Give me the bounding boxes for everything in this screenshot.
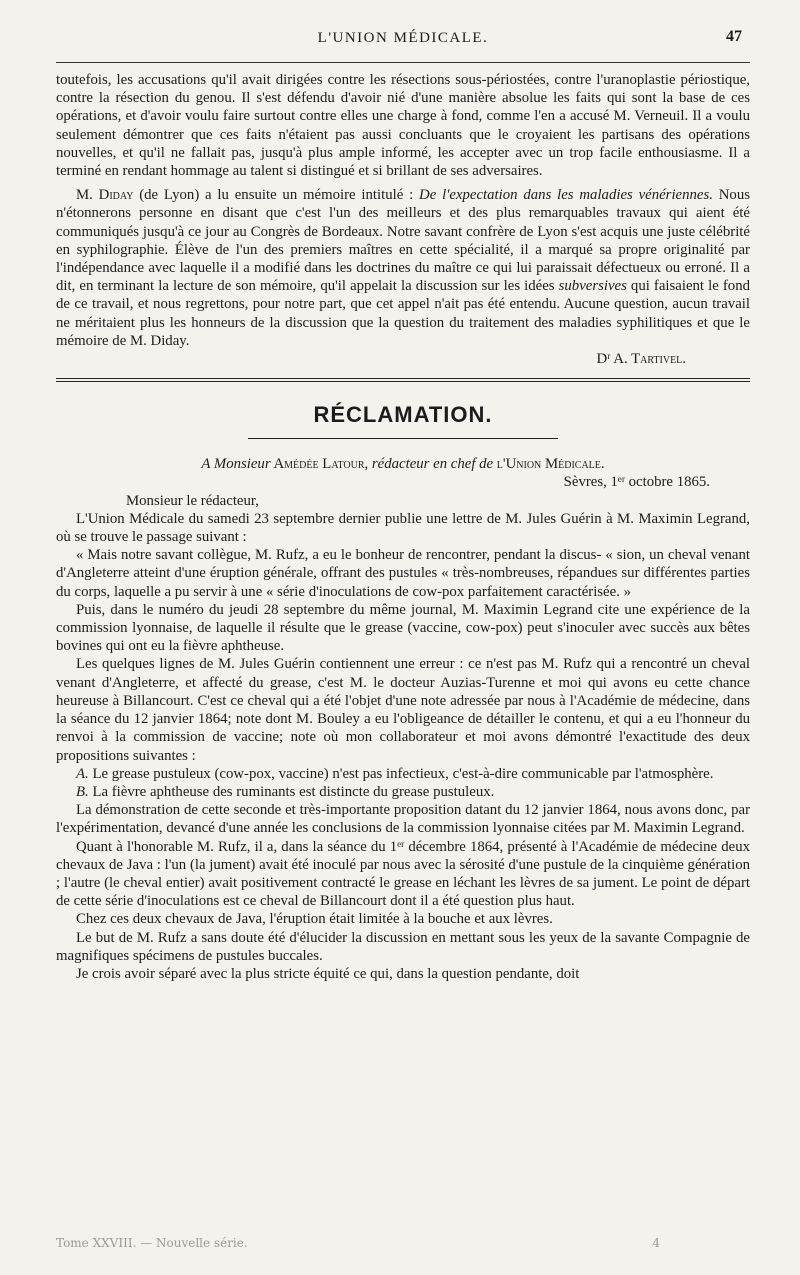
memoir-title: De l'expectation dans les maladies vénériennes. xyxy=(419,187,713,204)
journal-title: L'UNION MÉDICALE. xyxy=(317,30,489,46)
letter-salutation: Monsieur le rédacteur, xyxy=(126,492,259,509)
page-header xyxy=(56,0,750,58)
letter-paragraph: Le but de M. Rufz a sans doute été d'élucider la discussion en mettant sous les yeux de la savante Compagnie de magnifiques spécimens de pustules buccales. xyxy=(56,929,750,964)
recipient-role: rédacteur en chef de xyxy=(371,456,494,473)
text-run: qui faisaient le fond de ce travail, et nous regrettons, pour notre part, que cet appel n'ait pas été entendu. Aucune question, aucun travail ne méritaient plus les honneurs de la discussion que la question du traitement des maladies syphilitiques et que le mémoire de M. Diday. xyxy=(56,278,750,349)
article-paragraph-diday xyxy=(56,186,750,350)
proposition-a xyxy=(56,765,750,783)
text-run: Nous n'étonnerons personne en disant que c'est l'un des meilleurs et des plus remarquables travaux qui aient été communiqués jusqu'à ce jour au Congrès de Bordeaux. Notre savant confrère de Lyon s'est acquis une juste célébrité en syphilographie. Élève de l'un des premiers maîtres en cette spécialité, il a marqué sa propre originalité par l'indépendance avec laquelle il a modifié dans les doctrines du maître ce qui lui paraissait défectueux ou erroné. Il a dit, en terminant la lecture de son mémoire, qu'il appelait la discussion sur les idées xyxy=(56,187,750,295)
section-divider xyxy=(56,378,750,382)
letter-paragraph: Je crois avoir séparé avec la plus stricte équité ce qui, dans la question pendante, doit xyxy=(76,965,580,982)
address-prefix: A Monsieur xyxy=(201,456,271,473)
proposition-b xyxy=(56,783,750,801)
proposition-label: A. xyxy=(76,765,89,782)
proposition-text: La fièvre aphtheuse des ruminants est distincte du grease pustuleux. xyxy=(88,783,495,800)
letter-paragraph: Puis, dans le numéro du jeudi 28 septembre du même journal, M. Maximin Legrand cite une expérience de la commission lyonnaise, de laquelle il résulte que le grease (vaccine, cow-pox) peut s'inoculer avec succès aux bêtes bovines qui ont eu la fièvre aphtheuse. xyxy=(56,601,750,655)
recipient-name: Amédée Latour, xyxy=(270,456,372,473)
article-paragraph: toutefois, les accusations qu'il avait dirigées contre les résections sous-périostées, contre l'uranoplastie périostique, contre la résection du genou. Il s'est défendu d'avoir nié d'une manière absolue les faits qui sont la base de ces opérations, et d'avoir voulu faire surtout contre elles une charge à fond, comme l'en a accusé M. Verneuil. Il a voulu seulement démontrer que ces faits n'étaient pas aussi concluants que le croyaient les partisans des opérations nouvelles, et qu'il ne fallait pas, jusqu'à plus ample informé, les accepter avec un trop facile enthousiasme. Il a terminé en rendant hommage au talent si distingué et si brillant de ses adversaires. xyxy=(56,72,750,180)
letter-quote: « Mais notre savant collègue, M. Rufz, a eu le bonheur de rencontrer, pendant la discus- « sion, un cheval venant d'Angleterre atteint d'une éruption générale, offrant des pustules « très-nombreuses, répandues sur différentes parties du corps, laquelle a pu servir à une « série d'inoculations de cow-pox parfaitement caractérisée. » xyxy=(56,547,750,600)
letter-paragraph: L'Union Médicale du samedi 23 septembre dernier publie une lettre de M. Jules Guérin à M. Maximin Legrand, où se trouve le passage suivant : xyxy=(56,510,750,546)
page-footer xyxy=(56,1236,750,1250)
letter-date: Sèvres, 1ᵉʳ octobre 1865. xyxy=(563,474,710,491)
letter-paragraph: La démonstration de cette seconde et très-importante proposition datant du 12 janvier 1864, nous avons donc, par l'expérimentation, devancé d'une année les conclusions de la commission lyonnaise citées par M. Maximin Legrand. xyxy=(56,802,750,837)
letter-paragraph: Quant à l'honorable M. Rufz, il a, dans la séance du 1ᵉʳ décembre 1864, présenté à l'Académie de médecine deux chevaux de Java : l'un (la jument) avait été inoculé par nous avec la sérosité d'une pustule de la cinquième génération ; l'autre (le cheval entier) avait positivement contracté le grease en léchant les lèvres de sa jument. Le point de départ de cette série d'inoculations est ce cheval de Billancourt dont il a été question plus haut. xyxy=(56,838,750,910)
proposition-label: B. xyxy=(76,783,89,800)
letter-paragraph: Chez ces deux chevaux de Java, l'éruption était limitée à la bouche et aux lèvres. xyxy=(76,911,553,928)
article-signature: Dʳ A. Tartivel. xyxy=(596,351,686,368)
footer-signature-mark: 4 xyxy=(652,1236,660,1250)
section-heading: RÉCLAMATION. xyxy=(313,402,493,428)
proposition-text: Le grease pustuleux (cow-pox, vaccine) n'est pas infectieux, c'est-à-dire communicable par l'atmosphère. xyxy=(88,765,714,782)
heading-rule xyxy=(248,438,558,439)
emphasis: subversives xyxy=(558,278,627,295)
letter-paragraph: Les quelques lignes de M. Jules Guérin contiennent une erreur : ce n'est pas M. Rufz qui a rencontré un cheval venant d'Angleterre, et affecté du grease, c'est M. le docteur Auzias-Turenne et moi qui avons eu cette chance heureuse à Billancourt. C'est ce cheval qui a été l'objet d'une note adressée par nous à l'Académie de médecine, dans la séance du 12 janvier 1864; note dont M. Bouley a eu l'obligeance de détailler le contenu, et qui a eu l'honneur du renvoi à la commission de vaccine; note où mon collaborateur et moi avons démontré l'exactitude des deux propositions suivantes : xyxy=(56,656,750,764)
page-number: 47 xyxy=(726,28,742,45)
text-run: (de Lyon) a lu ensuite un mémoire intitulé : xyxy=(133,187,420,204)
author-name: M. Diday xyxy=(76,187,134,204)
footer-volume: Tome XXVIII. — Nouvelle série. xyxy=(56,1236,248,1250)
journal-name: l'Union Médicale. xyxy=(493,456,605,473)
letter-address xyxy=(56,455,750,473)
